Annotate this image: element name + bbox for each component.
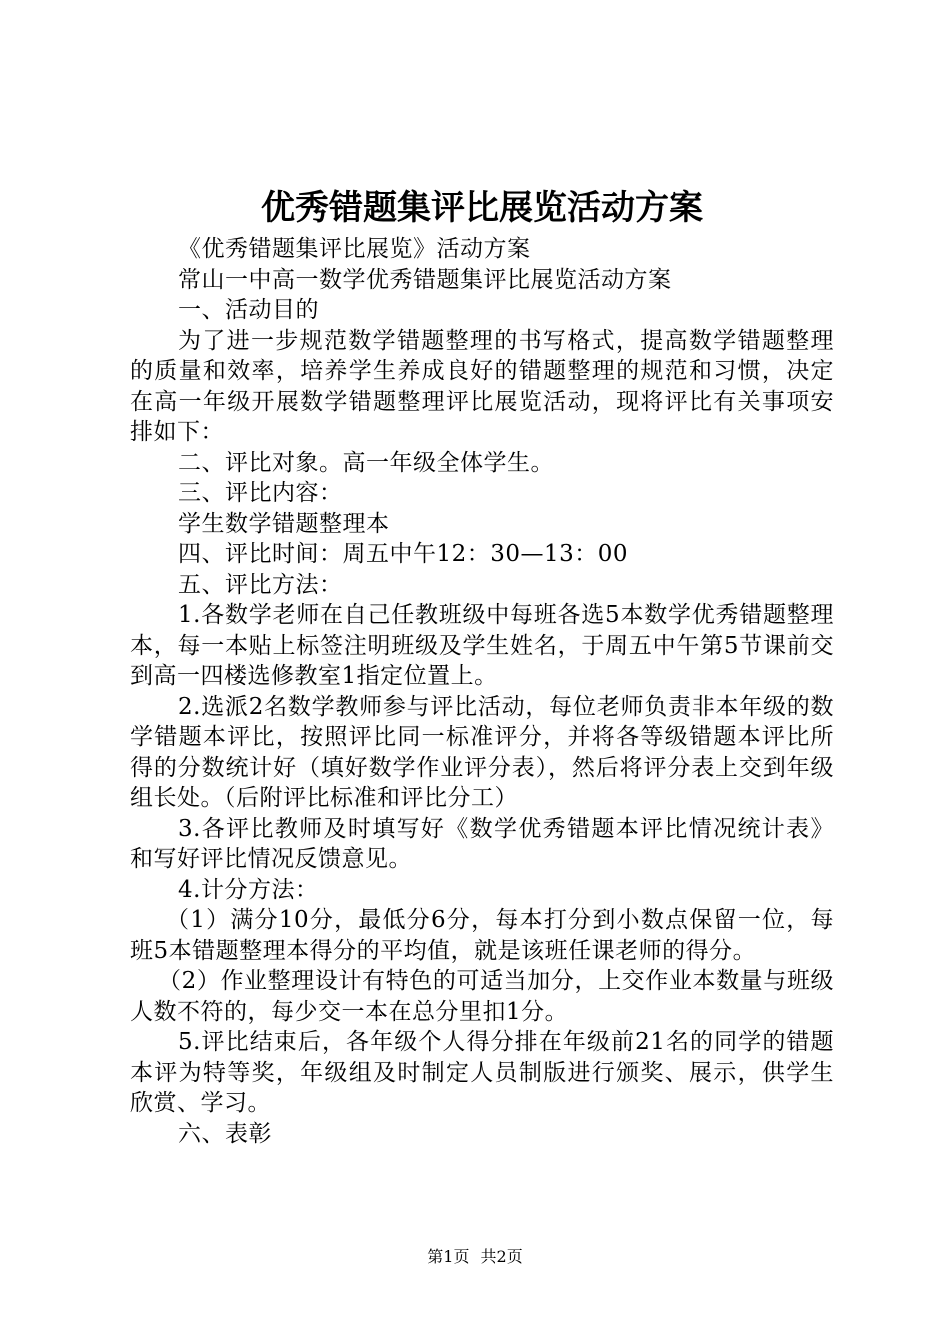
scoring-rule-1: （1）满分10分，最低分6分，每本打分到小数点保留一位，每班5本错题整理本得分的平均值，就是该班任课老师的得分。 — [130, 907, 834, 964]
page-footer — [0, 1244, 950, 1267]
school-plan-title: 常山一中高一数学优秀错题集评比展览活动方案 — [178, 266, 672, 293]
section-heading-method: 五、评比方法： — [178, 571, 343, 598]
scoring-rule-2: （2）作业整理设计有特色的可适当加分，上交作业本数量与班级人数不符的，每少交一本在总分里扣1分。 — [130, 968, 834, 1025]
method-item-5: 5.评比结束后，各年级个人得分排在年级前21名的同学的错题本评为特等奖，年级组及时制定人员制版进行颁奖、展示，供学生欣赏、学习。 — [130, 1029, 834, 1116]
page-number-total: 共2页 — [480, 1247, 523, 1266]
paragraph-purpose: 为了进一步规范数学错题整理的书写格式，提高数学错题整理的质量和效率，培养学生养成良好的错题整理的规范和习惯，决定在高一年级开展数学错题整理评比展览活动，现将评比有关事项安排如下： — [130, 327, 834, 445]
section-heading-time: 四、评比时间：周五中午12：30—13：00 — [178, 541, 629, 567]
method-item-1: 1.各数学老师在自己任教班级中每班各选5本数学优秀错题整理本，每一本贴上标签注明班级及学生姓名，于周五中午第5节课前交到高一四楼选修教室1指定位置上。 — [130, 602, 834, 689]
method-item-4: 4.计分方法： — [178, 876, 319, 903]
document-title: 优秀错题集评比展览活动方案 — [261, 188, 703, 228]
section-heading-target: 二、评比对象。高一年级全体学生。 — [178, 449, 554, 476]
page-number-current: 第1页 — [427, 1247, 470, 1266]
section-heading-purpose: 一、活动目的 — [178, 297, 319, 323]
section-heading-award: 六、表彰 — [178, 1120, 272, 1147]
document-page — [130, 182, 834, 1149]
method-item-2: 2.选派2名数学教师参与评比活动，每位老师负责非本年级的数学错题本评比，按照评比同一标准评分，并将各等级错题本评比所得的分数统计好（填好数学作业评分表），然后将评分表上交到年级组长处。（后附评比标准和评比分工） — [130, 693, 834, 811]
section-heading-content: 三、评比内容： — [178, 480, 343, 506]
subtitle-line: 《优秀错题集评比展览》活动方案 — [178, 236, 531, 262]
content-item: 学生数学错题整理本 — [178, 510, 390, 537]
method-item-3: 3.各评比教师及时填写好《数学优秀错题本评比情况统计表》和写好评比情况反馈意见。 — [130, 815, 834, 872]
